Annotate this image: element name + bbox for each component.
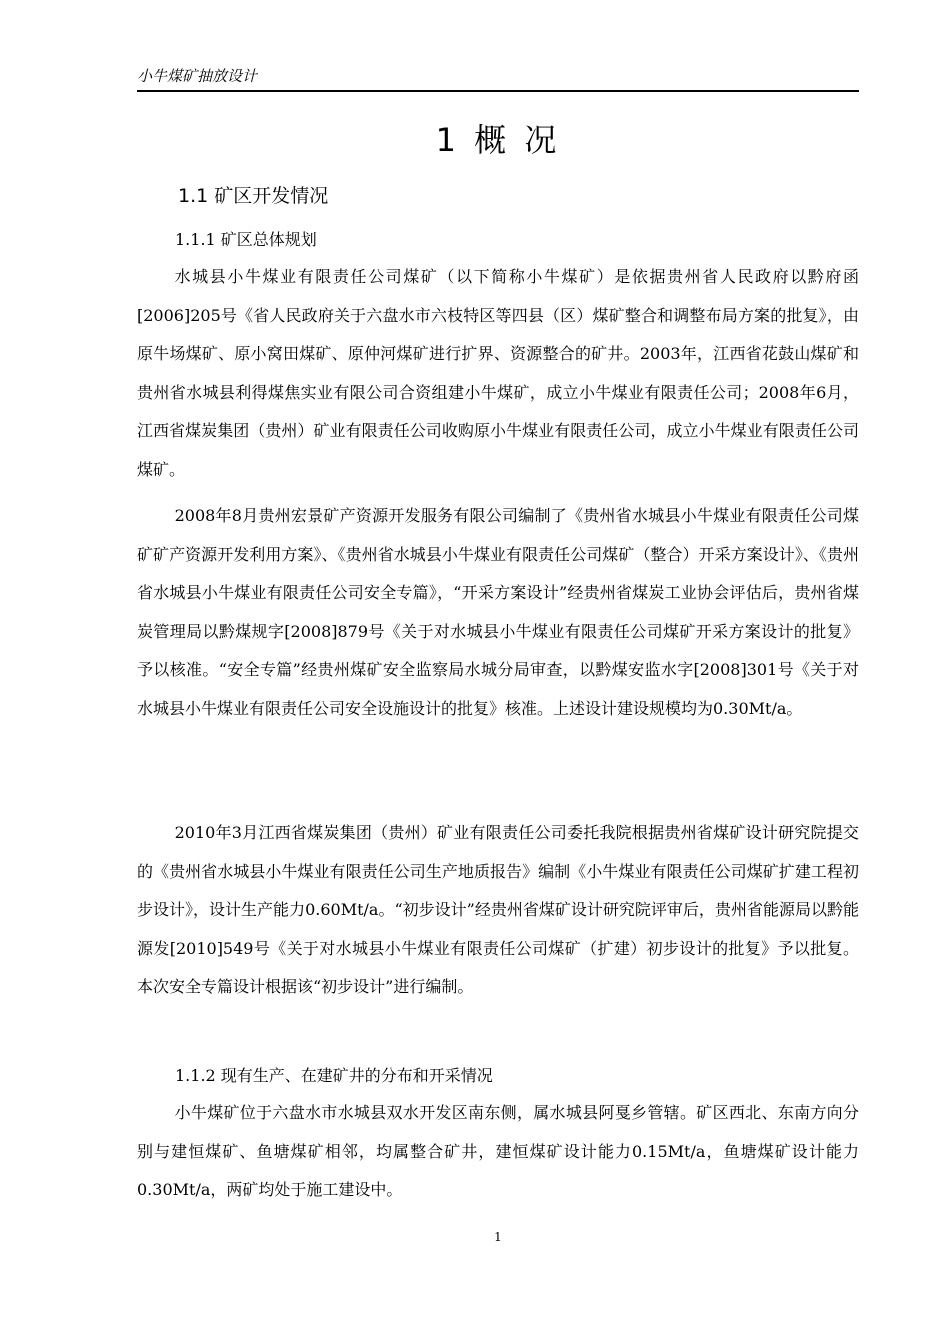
page-header bbox=[137, 64, 859, 92]
header-title: 小牛煤矿抽放设计 bbox=[137, 67, 258, 85]
paragraph: 2010年3月江西省煤炭集团（贵州）矿业有限责任公司委托我院根据贵州省煤矿设计研究院提交的《贵州省水城县小牛煤业有限责任公司生产地质报告》编制《小牛煤业有限责任公司煤矿扩建工程初步设计》，设计生产能力0.60Mt/a。“初步设计”经贵州省煤矿设计研究院评审后，贵州省能源局以黔能源发[2010]549号《关于对水城县小牛煤业有限责任公司煤矿（扩建）初步设计的批复》予以批复。本次安全专篇设计根据该“初步设计”进行编制。 bbox=[137, 823, 859, 997]
chapter-title: 1 概 况 bbox=[435, 121, 561, 159]
paragraph: 水城县小牛煤业有限责任公司煤矿（以下简称小牛煤矿）是依据贵州省人民政府以黔府函[2006]205号《省人民政府关于六盘水市六枝特区等四县（区）煤矿整合和调整布局方案的批复》，由原牛场煤矿、原小窝田煤矿、原仲河煤矿进行扩界、资源整合的矿井。2003年，江西省花鼓山煤矿和贵州省水城县利得煤焦实业有限公司合资组建小牛煤矿，成立小牛煤业有限责任公司；2008年6月，江西省煤炭集团（贵州）矿业有限责任公司收购原小牛煤业有限责任公司，成立小牛煤业有限责任公司煤矿。 bbox=[137, 267, 859, 479]
subsection-heading-1-1-2: 1.1.2 现有生产、在建矿井的分布和开采情况 bbox=[175, 1066, 493, 1085]
paragraph: 小牛煤矿位于六盘水市水城县双水开发区南东侧，属水城县阿戛乡管辖。矿区西北、东南方向分别与建恒煤矿、鱼塘煤矿相邻，均属整合矿井，建恒煤矿设计能力0.15Mt/a，鱼塘煤矿设计能力0.30Mt/a，两矿均处于施工建设中。 bbox=[137, 1103, 859, 1200]
page-number: 1 bbox=[494, 1230, 502, 1244]
paragraph: 2008年8月贵州宏景矿产资源开发服务有限公司编制了《贵州省水城县小牛煤业有限责任公司煤矿矿产资源开发利用方案》、《贵州省水城县小牛煤业有限责任公司煤矿（整合）开采方案设计》、《贵州省水城县小牛煤业有限责任公司安全专篇》，“开采方案设计”经贵州省煤炭工业协会评估后，贵州省煤炭管理局以黔煤规字[2008]879号《关于对水城县小牛煤业有限责任公司煤矿开采方案设计的批复》予以核准。“安全专篇”经贵州煤矿安全监察局水城分局审查，以黔煤安监水字[2008]301号《关于对水城县小牛煤业有限责任公司安全设施设计的批复》核准。上述设计建设规模均为0.30Mt/a。 bbox=[137, 506, 859, 718]
subsection-heading-1-1-1: 1.1.1 矿区总体规划 bbox=[175, 230, 317, 249]
section-heading: 1.1 矿区开发情况 bbox=[178, 185, 329, 207]
